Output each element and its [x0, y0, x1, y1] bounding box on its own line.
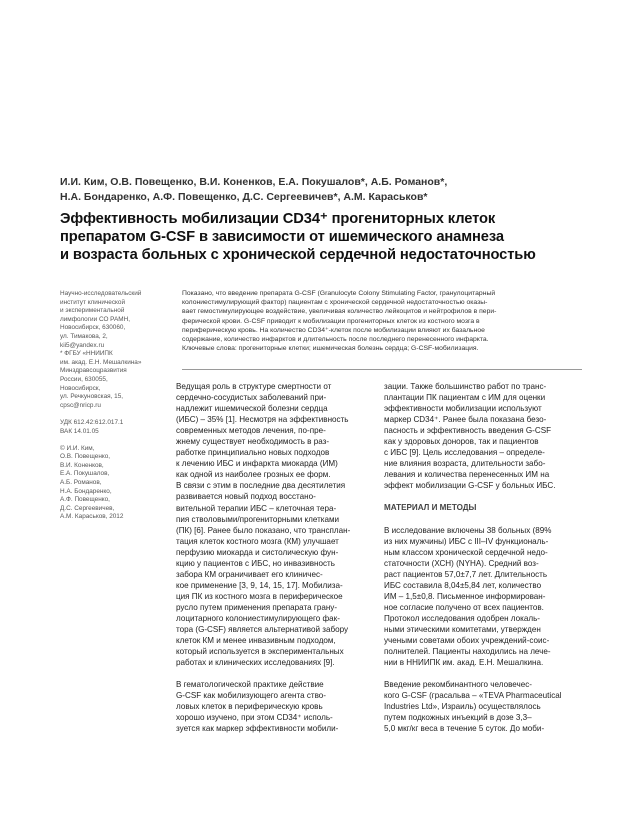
author-line: Н.А. Бондаренко, А.Ф. Повещенко, Д.С. Сергеевичев*, А.М. Караськов* [60, 191, 428, 203]
text-line: современных методов лечения, по-пре- [176, 426, 326, 436]
copyright-line: В.И. Коненков, [60, 461, 104, 469]
text-line: В связи с этим в последние два десятилетия [176, 481, 346, 491]
title-line: Эффективность мобилизации CD34⁺ прогениторных клеток [60, 211, 496, 227]
text-line: вительной терапии ИБС – клеточная тера- [176, 503, 337, 513]
affiliation-line: ул. Речкуновская, 15, [60, 393, 124, 401]
section-heading: МАТЕРИАЛ И МЕТОДЫ [384, 503, 477, 513]
text-line: надлежит ишемической болезни сердца [176, 404, 328, 414]
author-list [60, 175, 580, 205]
text-line: ным классом хронической сердечной недо- [384, 547, 548, 557]
text-line: путем подкожных инъекций в дозе 3,3– [384, 713, 532, 723]
copyright-line: А.М. Караськов, 2012 [60, 513, 124, 521]
sidebar-info [60, 290, 170, 522]
abstract-line: вает гемостимулирующее воздействие, увеличивая количество лейкоцитов и нейтрофилов в пери- [182, 308, 497, 316]
abstract-line: ферической крови. G-CSF приводит к мобилизации прогениторных клеток из костного мозга в [182, 317, 480, 325]
author-line: И.И. Ким, О.В. Повещенко, В.И. Коненков, Е.А. Покушалов*, А.Б. Романов*, [60, 176, 448, 188]
text-line: жнему существует необходимость в раз- [176, 437, 330, 447]
text-line: эффект мобилизации G-CSF у больных ИБС. [384, 481, 556, 491]
text-line: эффективности мобилизации используют [384, 404, 542, 414]
text-line: который используется в экспериментальных [176, 647, 344, 657]
affiliation-line: Научно-исследовательский [60, 290, 142, 297]
text-line: развивается новый подход восстано- [176, 492, 316, 502]
paragraph [384, 525, 584, 669]
affiliation-line: им. акад. Е.Н. Мешалкина» [60, 358, 142, 366]
text-line: полнителей. Пациенты находились на лече- [384, 647, 551, 657]
text-line: ными этическими комитетами, утвержден [384, 624, 541, 634]
text-line: работах и клинических исследованиях [9]. [176, 658, 335, 668]
copyright-line: © И.И. Ким, [60, 444, 95, 452]
abstract-line: периферическую кровь. На количество CD34⁺-клеток после мобилизации влияют их базальное [182, 326, 485, 334]
copyright-line: А.Б. Романов, [60, 479, 102, 487]
text-line: сердечно-сосудистых заболеваний при- [176, 393, 327, 403]
copyright-block [60, 445, 170, 522]
affiliation-line: cpsc@nricp.ru [60, 401, 101, 409]
divider [182, 369, 582, 370]
text-line: зации. Также большинство работ по транс- [384, 382, 547, 391]
text-line: ние влияния возраста, длительности забо- [384, 459, 546, 469]
title-line: препаратом G-CSF в зависимости от ишемического анамнеза [60, 229, 504, 245]
paragraph [176, 381, 376, 668]
text-line: ное согласие получено от всех пациентов. [384, 602, 544, 612]
body-column-left [176, 381, 376, 734]
code-line: ВАК 14.01.05 [60, 427, 99, 435]
abstract-line: Ключевые слова: прогениторные клетки; ишемическая болезнь сердца; G-CSF-мобилизация. [182, 345, 479, 353]
text-line: работке принципиально новых подходов [176, 448, 330, 458]
text-line: перфузию миокарда и систолическую фун- [176, 547, 339, 557]
text-line: (ПК) [6]. Ранее было показано, что трансплан- [176, 525, 351, 535]
text-line: с ИБС [9]. Цель исследования – определе- [384, 448, 545, 458]
text-line: ловых клеток в периферическую кровь [176, 702, 323, 712]
text-line: кого G-CSF (грасальва – «TEVA Pharmaceutical [384, 691, 562, 701]
title-line: и возраста больных с хронической сердечной недостаточностью [60, 247, 536, 263]
text-line: кцию у пациентов с ИБС, но инвазивность [176, 558, 335, 568]
paragraph [176, 679, 376, 734]
body-column-right [384, 381, 584, 734]
text-line: ИМ – 1,5±0,8. Письменное информирован- [384, 591, 546, 601]
text-line: статочности (ХСН) (NYHA). Средний воз- [384, 558, 539, 568]
text-line: В исследование включены 38 больных (89% [384, 525, 552, 535]
text-line: В гематологической практике действие [176, 680, 324, 690]
text-line: хорошо изучено, при этом CD34⁺ исполь- [176, 713, 333, 723]
copyright-line: Е.А. Покушалов, [60, 470, 110, 478]
text-line: тация клеток костного мозга (КМ) улучшает [176, 536, 339, 546]
text-line: как одной из наиболее грозных ее форм. [176, 470, 331, 480]
abstract-line: Показано, что введение препарата G-CSF (Granulocyte Colony Stimulating Factor, гранулоцитарный [182, 290, 496, 297]
abstract-line: содержание, количество инфарктов и длительность после последнего перенесенного инфаркта. [182, 336, 489, 344]
affiliation-line: ул. Тимакова, 2, [60, 332, 108, 340]
affiliation-line: Новосибирск, 630060, [60, 324, 126, 332]
affiliation-line: и экспериментальной [60, 307, 125, 315]
text-line: Ведущая роль в структуре смертности от [176, 382, 332, 391]
text-line: G-CSF как мобилизующего агента ство- [176, 691, 327, 701]
text-line: ция ПК из костного мозга в периферическое [176, 591, 343, 601]
text-line: левания и количества перенесенных ИМ на [384, 470, 550, 480]
text-line: лоцитарного колониестимулирующего фак- [176, 613, 340, 623]
text-line: ИБС составила 8,04±5,84 лет, количество [384, 580, 542, 590]
abstract [182, 289, 582, 353]
text-line: Введение рекомбинантного человечес- [384, 680, 532, 690]
copyright-line: А.Ф. Повещенко, [60, 496, 110, 504]
copyright-line: О.В. Повещенко, [60, 453, 111, 461]
text-line: Протокол исследования одобрен локаль- [384, 613, 540, 623]
text-line: нии в ННИИПК им. акад. Е.Н. Мешалкина. [384, 658, 544, 668]
text-line: как у здоровых доноров, так и пациентов [384, 437, 539, 447]
text-line: учеными советами обоих учреждений-соис- [384, 635, 550, 645]
text-line: к лечению ИБС и инфаркта миокарда (ИМ) [176, 459, 338, 469]
text-line: забора КМ ограничивает его клиничес- [176, 569, 323, 579]
text-line: плантации ПК пациентам с ИМ для оценки [384, 393, 546, 403]
text-line: пия стволовыми/прогениторными клетками [176, 514, 340, 524]
affiliation-line: институт клинической [60, 298, 126, 306]
abstract-line: колониестимулирующий фактор) пациентам с хронической сердечной недостаточностью оказы- [182, 299, 488, 307]
text-line: клеток КМ и менее инвазивным подходом, [176, 636, 336, 646]
text-line: Industries Ltd», Израиль) осуществлялось [384, 702, 541, 712]
text-line: из них мужчины) ИБС с III–IV функциональ- [384, 536, 549, 546]
copyright-line: Д.С. Сергеевичев, [60, 504, 115, 512]
code-line: УДК 612.42:612.017.1 [60, 418, 124, 426]
copyright-line: Н.А. Бондаренко, [60, 487, 112, 495]
affiliation-line: * ФГБУ «ННИИПК [60, 350, 113, 358]
classification-codes [60, 419, 170, 436]
affiliation-line: лимфологии СО РАМН, [60, 315, 130, 323]
affiliation-line: Новосибирск, [60, 384, 101, 392]
text-line: 5,0 мкг/кг веса в течение 5 суток. До моби- [384, 724, 545, 734]
affiliation-block [60, 290, 170, 410]
text-line: (ИБС) – 35% [1]. Несмотря на эффективность [176, 415, 349, 425]
text-line: маркер CD34⁺. Ранее была показана безо- [384, 415, 547, 425]
text-line: пасность и эффективность введения G-CSF [384, 426, 552, 436]
text-line: зуется как маркер эффективности мобили- [176, 724, 339, 734]
text-line: русло путем применения препарата грану- [176, 602, 338, 612]
article-title [60, 210, 600, 264]
affiliation-line: России, 630055, [60, 375, 108, 383]
affiliation-line: Минздравсоцразвития [60, 367, 127, 375]
text-line: кое применение [3, 9, 14, 15, 17]. Мобилиза- [176, 580, 343, 590]
text-line: раст пациентов 57,0±7,7 лет. Длительность [384, 569, 548, 579]
paragraph [384, 679, 584, 734]
text-line: тора (G-CSF) является альтернативой забору [176, 625, 349, 635]
paragraph [384, 381, 584, 491]
affiliation-line: kii5@yandex.ru [60, 341, 105, 349]
